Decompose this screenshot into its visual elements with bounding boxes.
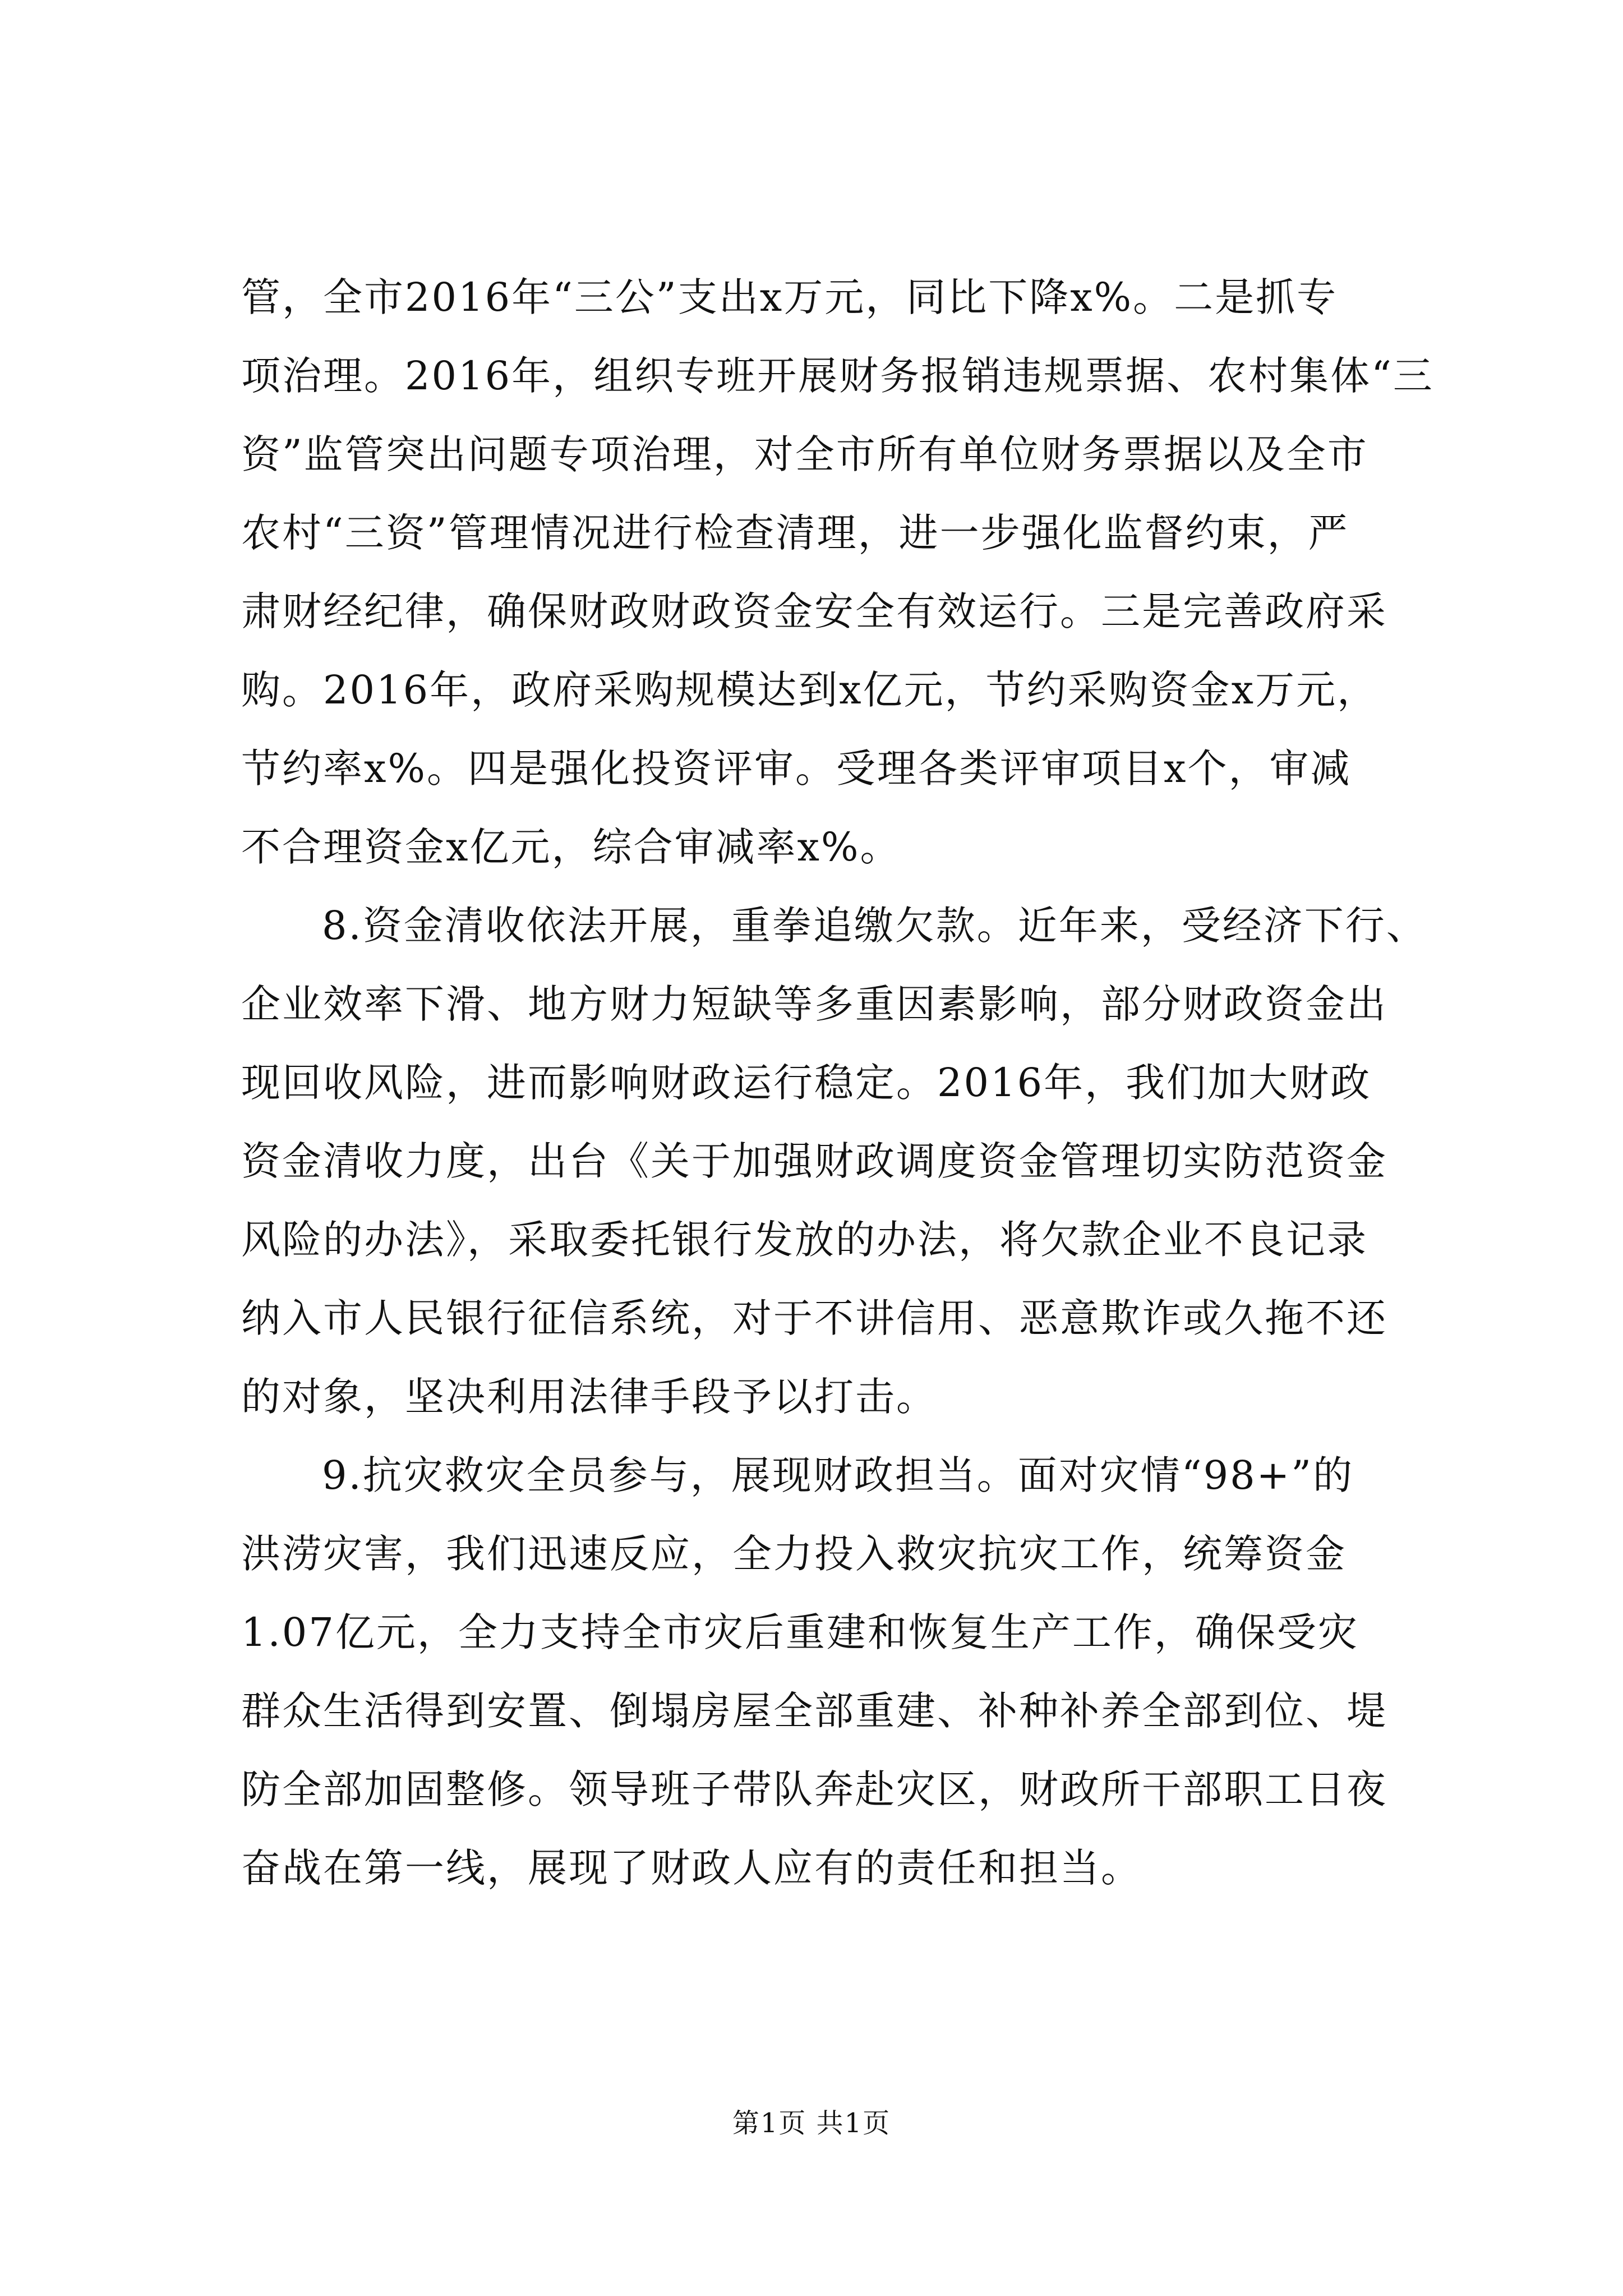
- text-line: 的对象，坚决利用法律手段予以打击。: [241, 1374, 937, 1420]
- text-line: 资金清收力度，出台《关于加强财政调度资金管理切实防范资金: [241, 1138, 1387, 1184]
- text-line: 肃财经纪律，确保财政财政资金安全有效运行。三是完善政府采: [241, 588, 1387, 634]
- text-line: 节约率x%。四是强化投资评审。受理各类评审项目x个，审减: [241, 746, 1352, 792]
- text-line: 防全部加固整修。领导班子带队奔赴灾区，财政所干部职工日夜: [241, 1766, 1387, 1812]
- text-line: 群众生活得到安置、倒塌房屋全部重建、补种补养全部到位、堤: [241, 1688, 1387, 1734]
- text-line: 购。2016年，政府采购规模达到x亿元，节约采购资金x万元，: [241, 667, 1378, 713]
- paragraph-8-start: 8.资金清收依法开展，重拳追缴欠款。近年来，受经济下行、: [322, 903, 1427, 949]
- text-line: 洪涝灾害，我们迅速反应，全力投入救灾抗灾工作，统筹资金: [241, 1531, 1347, 1577]
- text-line: 纳入市人民银行征信系统，对于不讲信用、恶意欺诈或久拖不还: [241, 1295, 1387, 1341]
- text-line: 管，全市2016年“三公”支出x万元，同比下降x%。二是抓专: [241, 274, 1338, 320]
- text-line: 现回收风险，进而影响财政运行稳定。2016年，我们加大财政: [241, 1060, 1372, 1106]
- page-footer: 第1页 共1页: [732, 2108, 891, 2139]
- text-line: 奋战在第一线，展现了财政人应有的责任和担当。: [241, 1845, 1142, 1891]
- text-line: 风险的办法》，采取委托银行发放的办法，将欠款企业不良记录: [241, 1217, 1368, 1263]
- text-line: 项治理。2016年，组织专班开展财务报销违规票据、农村集体“三: [241, 353, 1434, 399]
- text-line: 不合理资金x亿元，综合审减率x%。: [241, 824, 901, 870]
- text-line: 农村“三资”管理情况进行检查清理，进一步强化监督约束，严: [241, 510, 1349, 556]
- body-text: [241, 258, 1434, 1907]
- text-line: 资”监管突出问题专项治理，对全市所有单位财务票据以及全市: [241, 431, 1368, 477]
- text-line: 1.07亿元，全力支持全市灾后重建和恢复生产工作，确保受灾: [241, 1609, 1359, 1655]
- text-line: 企业效率下滑、地方财力短缺等多重因素影响，部分财政资金出: [241, 981, 1387, 1027]
- paragraph-9-start: 9.抗灾救灾全员参与，展现财政担当。面对灾情“98+”的: [322, 1452, 1354, 1498]
